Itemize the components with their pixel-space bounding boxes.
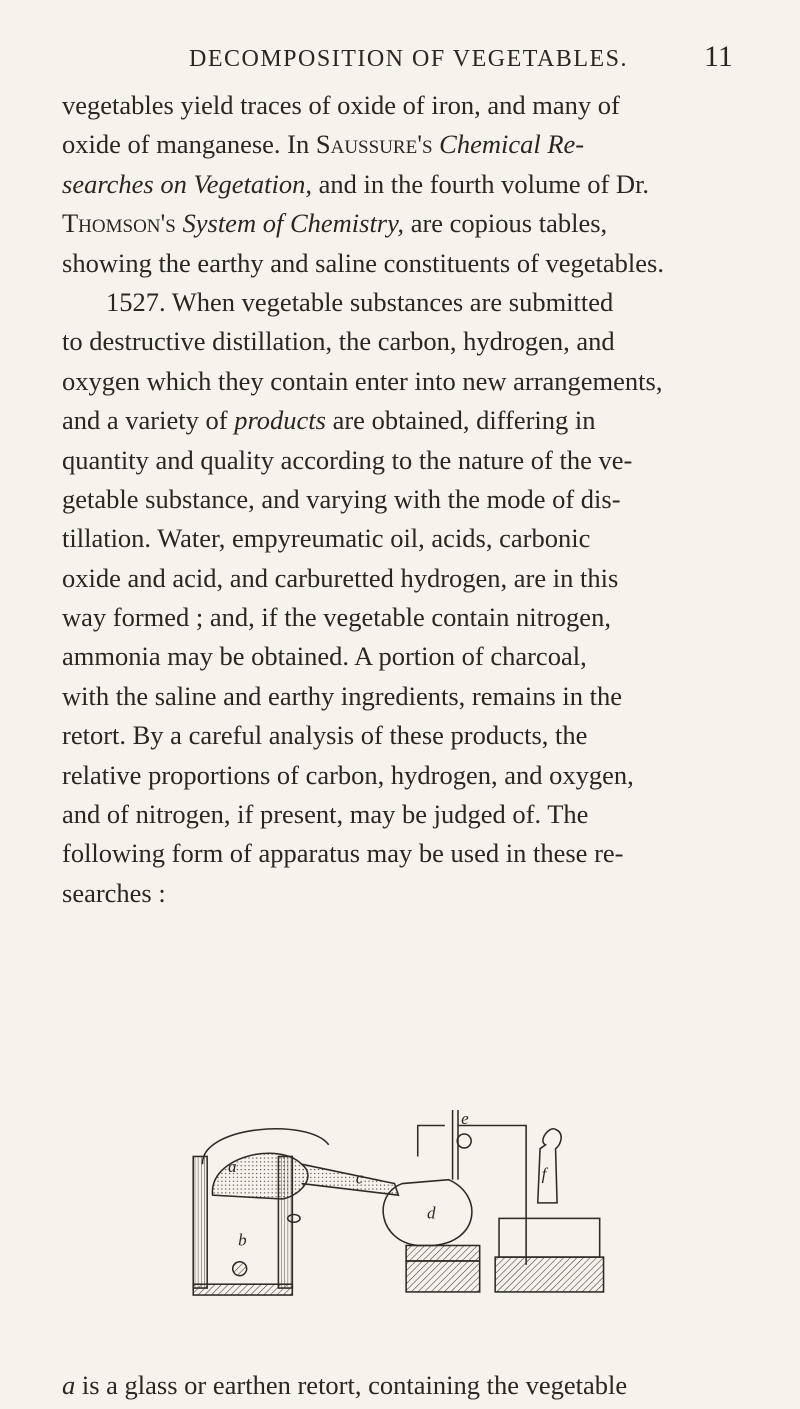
label-b: b [238,1230,247,1250]
text-line: way formed ; and, if the vegetable contain nitrogen, [62,602,611,633]
book-title: System of Chemistry, [182,208,405,239]
ash-pit-grate [233,1262,247,1276]
text-line: oxide and acid, and carburetted hydrogen, are in this [62,562,619,593]
text-line: quantity and quality according to the nature of the ve- [62,444,633,475]
retort-neck [302,1164,399,1195]
page-number: 11 [704,40,733,73]
text-line: tillation. Water, empyreumatic oil, acids, carbonic [62,523,591,554]
text-line: vegetables yield traces of oxide of iron, and many of [62,90,620,120]
safety-bulb [457,1134,471,1148]
furnace-base [193,1284,292,1295]
text-line: and a variety of products are obtained, differing in [62,405,596,436]
pneumatic-trough [499,1218,600,1257]
text-line: showing the earthy and saline constituents of vegetables. [62,247,664,278]
label-a: a [228,1156,237,1176]
text-line: relative proportions of carbon, hydrogen, and oxygen, [62,759,634,790]
furnace-left-wall [193,1156,207,1288]
running-head: DECOMPOSITION OF VEGETABLES. [189,46,628,72]
trough-base [495,1257,603,1292]
text-line: following form of apparatus may be used in these re- [62,838,624,869]
label-e: e [461,1110,469,1128]
label-d: d [427,1203,436,1223]
book-title: Chemical Re- [432,129,585,160]
water-bath [406,1261,480,1292]
retort-body [212,1153,308,1199]
page-header [0,40,800,80]
paragraph-start: 1527. When vegetable substances are submitted [106,286,614,317]
text-line: ammonia may be obtained. A portion of charcoal, [62,641,587,672]
text-line: oxygen which they contain enter into new arrangements, [62,365,663,396]
text-line: and of nitrogen, if present, may be judged of. The [62,799,589,830]
emphasis: products [234,405,326,436]
text-line: searches : [62,877,166,908]
receiver-stand [406,1245,480,1260]
text-line: with the saline and earthy ingredients, remains in the [62,680,623,711]
distillation-apparatus-figure [120,1110,700,1350]
book-title: searches on Vegetation, [62,168,312,199]
figure-caption [62,1366,742,1405]
author-name: Thomson's [62,208,183,239]
caption-letter: a [62,1370,76,1400]
text-line: getable substance, and varying with the mode of dis- [62,483,621,514]
body-text [62,86,742,913]
text-line: retort. By a careful analysis of these products, the [62,720,588,751]
author-name: Saussure's [315,129,433,160]
label-f: f [541,1164,547,1184]
caption-text: is a glass or earthen retort, containing the vegetable [75,1370,628,1400]
label-c: c [355,1168,364,1188]
text-line: to destructive distillation, the carbon, hydrogen, and [62,326,615,357]
text-line: searches on Vegetation, and in the fourth volume of Dr. [62,168,650,199]
text-line: Thomson's System of Chemistry, are copious tables, [62,208,608,239]
text-line: oxide of manganese. In Saussure's Chemical Re- [62,129,585,160]
